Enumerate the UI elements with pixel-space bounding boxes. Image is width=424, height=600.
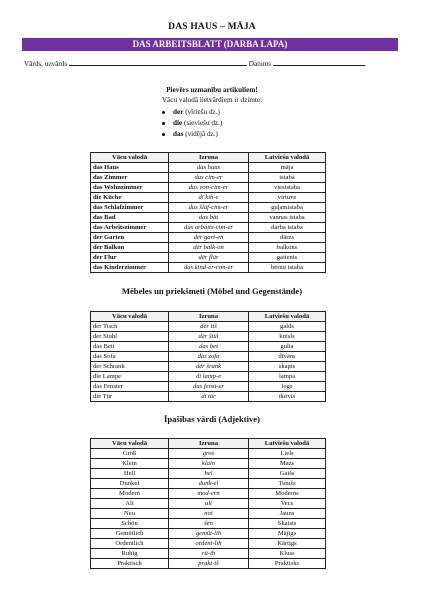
table-row [91,243,326,253]
cell-latvian: Kārtīgs [249,539,326,549]
rooms-table [90,152,326,273]
col-header-german: Vācu valodā [91,153,169,163]
cell-latvian: logs [249,382,326,392]
table-row [91,519,326,529]
table-row [91,342,326,352]
cell-pronunciation: das bāt [169,213,249,223]
date-field[interactable] [273,65,365,66]
cell-latvian: Mājīgs [249,529,326,539]
cell-latvian: balkons [249,243,326,253]
cell-german: Ruhig [91,549,169,559]
table-row [91,549,326,559]
bullet-icon [162,111,165,114]
name-field[interactable] [69,65,247,66]
cell-latvian: istaba [249,173,326,183]
table-row [91,163,326,173]
cell-german: der Tisch [91,322,169,332]
cell-pronunciation: dī tūr [169,392,249,402]
cell-german: das Arbeitszimmer [91,223,169,233]
cell-pronunciation: dēr štūl [169,332,249,342]
table-row [91,499,326,509]
cell-pronunciation: das von-cim-er [169,183,249,193]
page-title: DAS HAUS – MĀJA [168,22,256,32]
cell-latvian: Skaists [249,519,326,529]
cell-pronunciation: šēn [169,519,249,529]
cell-latvian: dārzs [249,233,326,243]
section-title-furniture: Mēbeles un priekšmeti (Möbel und Gegenstände) [121,286,303,296]
cell-pronunciation: das arbaits-cim-er [169,223,249,233]
date-label: Datums [248,60,272,68]
col-header-pronunciation: Izruna [169,153,249,163]
cell-german: das Haus [91,163,169,173]
cell-latvian: darba istaba [249,223,326,233]
cell-german: der Garten [91,233,169,243]
table-row [91,529,326,539]
cell-german: das Fenster [91,382,169,392]
cell-latvian: galds [249,322,326,332]
cell-pronunciation: ordent-lih [169,539,249,549]
cell-latvian: Mazs [249,459,326,469]
cell-pronunciation: noi [169,509,249,519]
cell-pronunciation: dī kih-e [169,193,249,203]
table-row [91,233,326,243]
cell-pronunciation: prakt-iš [169,559,249,569]
cell-pronunciation: das šlāf-cim-er [169,203,249,213]
table-row [91,253,326,263]
furniture-table [90,311,326,402]
table-row [91,352,326,362]
article-note [0,86,424,140]
cell-latvian: Moderns [249,489,326,499]
table-row [91,509,326,519]
table-row [91,362,326,372]
cell-german: das Wohnzimmer [91,183,169,193]
cell-latvian: guļamistaba [249,203,326,213]
article-list [0,107,424,140]
cell-pronunciation: alt [169,499,249,509]
cell-latvian: durvis [249,392,326,402]
table-row [91,183,326,193]
cell-pronunciation: das kind-er-cim-er [169,263,249,273]
cell-pronunciation: mod-ern [169,489,249,499]
cell-latvian: skapis [249,362,326,372]
col-header-latvian: Latviešu valodā [249,153,326,163]
table-row [91,332,326,342]
cell-german: Neu [91,509,169,519]
cell-pronunciation: dī lamp-e [169,372,249,382]
cell-german: der Balkon [91,243,169,253]
table-row [91,479,326,489]
cell-german: Schön [91,519,169,529]
cell-pronunciation: das cim-er [169,173,249,183]
col-header-pronunciation: Izruna [169,312,249,322]
cell-german: Hell [91,469,169,479]
cell-german: der Flur [91,253,169,263]
table-row [91,559,326,569]
cell-latvian: lampa [249,372,326,382]
cell-pronunciation: hel [169,469,249,479]
cell-pronunciation: dēr balk-on [169,243,249,253]
table-row [91,213,326,223]
bullet-icon [162,133,165,136]
col-header-german: Vācu valodā [91,312,169,322]
table-row [91,193,326,203]
cell-german: die Lampe [91,372,169,382]
cell-latvian: krēsls [249,332,326,342]
cell-pronunciation: klain [169,459,249,469]
table-row [91,539,326,549]
table-row [91,173,326,183]
cell-pronunciation: das zofa [169,352,249,362]
cell-german: Dunkel [91,479,169,489]
article-item: der (vīriešu dz.) [0,107,424,118]
cell-german: das Bett [91,342,169,352]
cell-latvian: māja [249,163,326,173]
cell-german: Klein [91,459,169,469]
table-row [91,372,326,382]
cell-german: die Tür [91,392,169,402]
cell-pronunciation: dunk-el [169,479,249,489]
table-row [91,449,326,459]
table-row [91,322,326,332]
cell-pronunciation: das bet [169,342,249,352]
cell-german: Modern [91,489,169,499]
article-item: das (vidējā dz.) [0,129,424,140]
cell-latvian: Liels [249,449,326,459]
cell-latvian: bērnu istaba [249,263,326,273]
cell-pronunciation: gemūt-lih [169,529,249,539]
name-date-row [24,60,394,68]
cell-german: Groß [91,449,169,459]
cell-latvian: Vecs [249,499,326,509]
cell-latvian: virtuve [249,193,326,203]
note-subheading: Vācu valodā lietvārdiem ir dzimte: [161,96,263,104]
col-header-german: Vācu valodā [91,439,169,449]
cell-german: das Sofa [91,352,169,362]
cell-latvian: Kluss [249,549,326,559]
cell-german: Ordentlich [91,539,169,549]
table-row [91,459,326,469]
cell-latvian: gulta [249,342,326,352]
cell-german: das Kinderzimmer [91,263,169,273]
cell-pronunciation: dēr gart-en [169,233,249,243]
table-row [91,203,326,213]
worksheet-banner: DAS ARBEITSBLATT (DARBA LAPA) [22,38,398,51]
cell-pronunciation: gros [169,449,249,459]
cell-german: der Schrank [91,362,169,372]
cell-latvian: Jauns [249,509,326,519]
cell-latvian: viesistaba [249,183,326,193]
note-heading: Pievērs uzmanību artikuliem! [166,86,258,94]
article-item: die (sieviešu dz.) [0,118,424,129]
section-title-adjectives: Īpašības vārdi (Adjektive) [164,414,260,424]
cell-german: Praktisch [91,559,169,569]
table-row [91,489,326,499]
cell-pronunciation: dēr flūr [169,253,249,263]
cell-german: Alt [91,499,169,509]
col-header-pronunciation: Izruna [169,439,249,449]
table-row [91,263,326,273]
table-row [91,223,326,233]
col-header-latvian: Latviešu valodā [249,439,326,449]
cell-german: das Bad [91,213,169,223]
table-row [91,469,326,479]
cell-pronunciation: dēr tiš [169,322,249,332]
cell-latvian: gaitenis [249,253,326,263]
cell-latvian: vannas istaba [249,213,326,223]
cell-latvian: Tumšs [249,479,326,489]
cell-latvian: dīvāns [249,352,326,362]
cell-pronunciation: rū-ih [169,549,249,559]
cell-latvian: Gaišs [249,469,326,479]
cell-german: das Zimmer [91,173,169,183]
table-row [91,382,326,392]
cell-german: der Stuhl [91,332,169,342]
cell-latvian: Praktisks [249,559,326,569]
cell-pronunciation: dēr šrank [169,362,249,372]
name-label: Vārds, uzvārds [24,60,68,68]
cell-german: Gemütlich [91,529,169,539]
cell-german: das Schlafzimmer [91,203,169,213]
cell-pronunciation: das fenst-er [169,382,249,392]
bullet-icon [162,122,165,125]
cell-german: die Küche [91,193,169,203]
table-row [91,392,326,402]
col-header-latvian: Latviešu valodā [249,312,326,322]
cell-pronunciation: das haus [169,163,249,173]
adjectives-table [90,438,326,569]
